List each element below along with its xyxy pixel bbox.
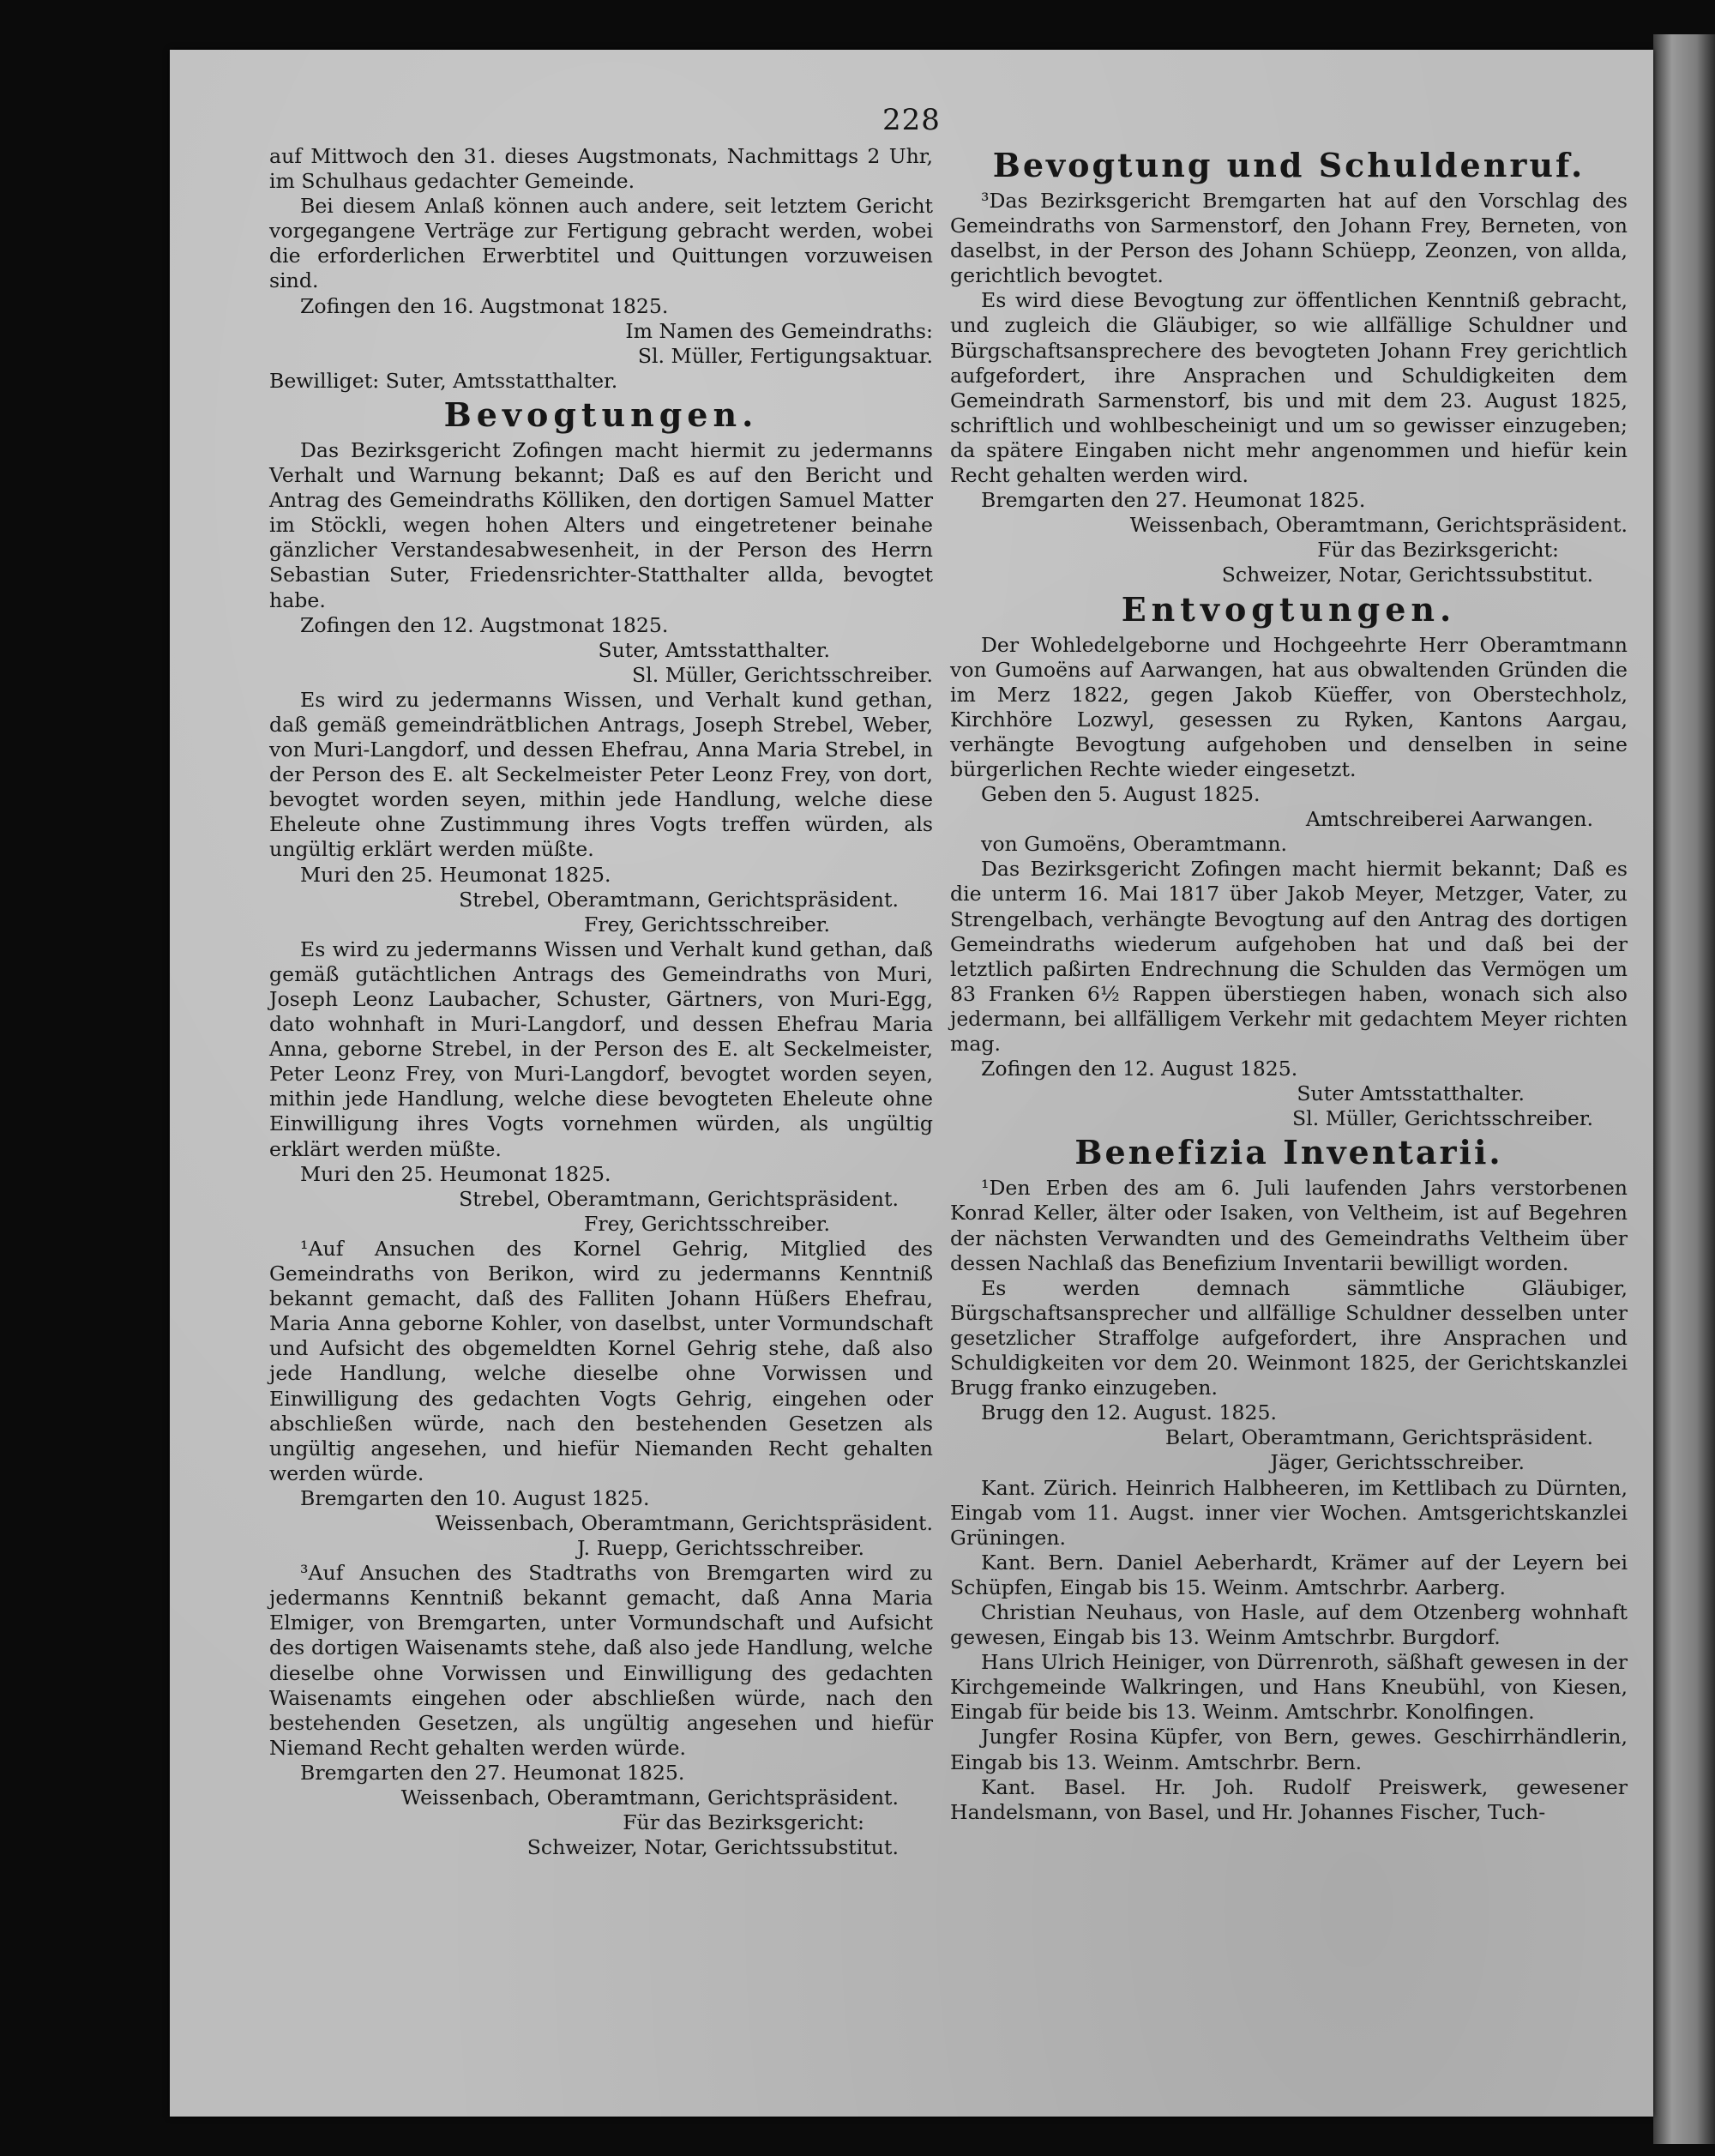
signature-line: Frey, Gerichtsschreiber.	[584, 912, 830, 936]
text-paragraph: Zofingen den 16. Augstmonat 1825.	[300, 293, 669, 318]
signature-line: Jäger, Gerichtsschreiber.	[1270, 1450, 1525, 1475]
signature-line: Weissenbach, Oberamtmann, Gerichtspräsident.	[435, 1510, 933, 1535]
section-heading: Entvogtungen.	[1121, 589, 1457, 629]
text-paragraph: Muri den 25. Heumonat 1825.	[300, 862, 611, 887]
signature-line: Schweizer, Notar, Gerichtssubstitut.	[527, 1835, 899, 1860]
signature-line: J. Ruepp, Gerichtsschreiber.	[577, 1536, 864, 1561]
text-paragraph: Jungfer Rosina Küpfer, von Bern, gewes. Geschirrhändlerin, Eingab bis 13. Weinm. Amtschrbr. Bern.	[950, 1725, 1628, 1774]
text-paragraph: Kant. Basel. Hr. Joh. Rudolf Preiswerk, gewesener Handelsmann, von Basel, und Hr. Johannes Fischer, Tuch-	[950, 1774, 1628, 1824]
text-paragraph: ¹Den Erben des am 6. Juli laufenden Jahrs verstorbenen Konrad Keller, älter oder Isaken, von Veltheim, ist auf Begehren der nächsten Verwandten und des Gemeindraths Veltheim über dessen Nachlaß das Benefizium Inventarii bewilligt worden.	[950, 1176, 1628, 1275]
book-spine-edge	[1653, 34, 1715, 2144]
signature-line: Sl. Müller, Gerichtsschreiber.	[1292, 1106, 1593, 1131]
signature-line: Weissenbach, Oberamtmann, Gerichtspräsident.	[400, 1786, 899, 1810]
text-paragraph: Zofingen den 12. August 1825.	[981, 1057, 1298, 1081]
signature-line: Suter Amtsstatthalter.	[1297, 1081, 1525, 1106]
text-paragraph: Christian Neuhaus, von Hasle, auf dem Otzenberg wohnhaft gewesen, Eingab bis 13. Weinm Amtschrbr. Burgdorf.	[950, 1599, 1628, 1650]
page-number: 228	[882, 103, 941, 137]
text-paragraph: Das Bezirksgericht Zofingen macht hiermit zu jedermanns Verhalt und Warnung bekannt; Daß es auf den Bericht und Antrag des Gemeindraths Kölliken, den dortigen Samuel Matter im Stöckli, wegen hohen Alters und eingetretener beinahe gänzlicher Verstandesabwesenheit, in der Person des Herrn Sebastian Suter, Friedensrichter-Statthalter allda, bevogtet habe.	[269, 437, 933, 612]
signature-line: Schweizer, Notar, Gerichtssubstitut.	[1221, 563, 1593, 587]
text-paragraph: Zofingen den 12. Augstmonat 1825.	[300, 612, 669, 637]
signature-line: Amtschreiberei Aarwangen.	[1305, 807, 1593, 832]
text-paragraph: Bremgarten den 27. Heumonat 1825.	[300, 1760, 685, 1785]
text-paragraph: ³Das Bezirksgericht Bremgarten hat auf den Vorschlag des Gemeindraths von Sarmenstorf, den Johann Frey, Berneten, von daselbst, in der Person des Johann Schüepp, Zeonzen, von allda, gerichtlich bevogtet.	[950, 189, 1628, 288]
section-heading: Benefizia Inventarii.	[1074, 1133, 1503, 1172]
signature-line: Sl. Müller, Fertigungsaktuar.	[637, 343, 933, 368]
text-paragraph: von Gumoëns, Oberamtmann.	[981, 832, 1288, 857]
signature-line: Sl. Müller, Gerichtsschreiber.	[632, 662, 933, 687]
signature-line: Im Namen des Gemeindraths:	[625, 318, 933, 343]
text-paragraph: Bremgarten den 27. Heumonat 1825.	[981, 488, 1366, 513]
text-paragraph: Muri den 25. Heumonat 1825.	[300, 1161, 611, 1186]
signature-line: Strebel, Oberamtmann, Gerichtspräsident.	[459, 1186, 899, 1211]
text-paragraph: Das Bezirksgericht Zofingen macht hiermit bekannt; Daß es die unterm 16. Mai 1817 über Jakob Meyer, Metzger, Vater, zu Strengelbach, verhängte Bevogtung auf den Antrag des dortigen Gemeindraths wiederum aufgehoben hat und daß bei der letztlich paßirten Endrechnung die Schulden das Vermögen um 83 Franken 6½ Rappen überstiegen haben, wonach sich also jedermann, bei allfälligem Verkehr mit gedachtem Meyer richten mag.	[950, 857, 1628, 1056]
text-paragraph: Bei diesem Anlaß können auch andere, seit letztem Gericht vorgegangene Verträge zur Fertigung gebracht werden, wobei die erforderlichen Erwerbtitel und Quittungen vorzuweisen sind.	[269, 194, 933, 293]
signature-line: Weissenbach, Oberamtmann, Gerichtspräsident.	[1129, 513, 1628, 538]
section-heading: Bevogtungen.	[443, 394, 759, 434]
text-paragraph: Es wird zu jedermanns Wissen und Verhalt kund gethan, daß gemäß gutächtlichen Antrags des Gemeindraths von Muri, Joseph Leonz Laubacher, Schuster, Gärtners, von Muri-Egg, dato wohnhaft in Muri-Langdorf, und dessen Ehefrau Maria Anna, geborne Strebel, in der Person des E. alt Seckelmeister, Peter Leonz Frey, von Muri-Langdorf, bevogtet worden seyen, mithin jede Handlung, welche diese bevogteten Eheleute ohne Einwilligung ihres Vogts vornehmen würden, als ungültig erklärt werden müßte.	[269, 936, 933, 1161]
text-paragraph: Brugg den 12. August. 1825.	[981, 1400, 1277, 1425]
text-paragraph: ³Auf Ansuchen des Stadtraths von Bremgarten wird zu jedermanns Kenntniß bekannt gemacht, daß Anna Maria Elmiger, von Bremgarten, unter Vormundschaft und Aufsicht des dortigen Waisenamts stehe, daß also jede Handlung, welche dieselbe ohne Vorwissen und Einwilligung des gedachten Waisenamts eingehen oder abschließen würde, nach den bestehenden Gesetzen, als ungültig angesehen und hiefür Niemand Recht gehalten werden würde.	[269, 1561, 933, 1760]
signature-line: Für das Bezirksgericht:	[1317, 538, 1559, 563]
signature-line: Strebel, Oberamtmann, Gerichtspräsident.	[459, 887, 899, 912]
text-paragraph: Der Wohledelgeborne und Hochgeehrte Herr Oberamtmann von Gumoëns auf Aarwangen, hat aus obwaltenden Gründen die im Merz 1822, gegen Jakob Küeffer, von Oberstechholz, Kirchhöre Lozwyl, gesessen zu Ryken, Kantons Aargau, verhängte Bevogtung aufgehoben und denselben in seine bürgerlichen Rechte wieder eingesetzt.	[950, 632, 1628, 781]
left-column	[269, 144, 933, 1860]
signature-line: Suter, Amtsstatthalter.	[598, 637, 830, 662]
text-paragraph: Bewilliget: Suter, Amtsstatthalter.	[269, 368, 618, 393]
text-paragraph: auf Mittwoch den 31. dieses Augstmonats, Nachmittags 2 Uhr, im Schulhaus gedachter Gemeinde.	[269, 144, 933, 194]
text-paragraph: Kant. Bern. Daniel Aeberhardt, Krämer auf der Leyern bei Schüpfen, Eingab bis 15. Weinm. Amtschrbr. Aarberg.	[950, 1550, 1628, 1599]
scanned-page	[170, 50, 1653, 2117]
text-paragraph: Hans Ulrich Heiniger, von Dürrenroth, säßhaft gewesen in der Kirchgemeinde Walkringen, und Hans Kneubühl, von Kiesen, Eingab für beide bis 13. Weinm. Amtschrbr. Konolfingen.	[950, 1650, 1628, 1725]
section-heading: Bevogtung und Schuldenruf.	[992, 146, 1586, 184]
text-paragraph: Es werden demnach sämmtliche Gläubiger, Bürgschaftsansprecher und allfällige Schuldner desselben unter gesetzlicher Straffolge aufgefordert, ihre Ansprachen und Schuldigkeiten vor dem 20. Weinmont 1825, der Gerichtskanzlei Brugg franko einzugeben.	[950, 1275, 1628, 1400]
text-paragraph: Kant. Zürich. Heinrich Halbheeren, im Kettlibach zu Dürnten, Eingab vom 11. Augst. inner vier Wochen. Amtsgerichtskanzlei Grüningen.	[950, 1475, 1628, 1550]
signature-line: Für das Bezirksgericht:	[623, 1810, 864, 1835]
signature-line: Frey, Gerichtsschreiber.	[584, 1211, 830, 1236]
text-paragraph: Es wird zu jedermanns Wissen, und Verhalt kund gethan, daß gemäß gemeindrätblichen Antrags, Joseph Strebel, Weber, von Muri-Langdorf, und dessen Ehefrau, Anna Maria Strebel, in der Person des E. alt Seckelmeister Peter Leonz Frey, von dort, bevogtet worden seyen, mithin jede Handlung, welche diese Eheleute ohne Zustimmung ihres Vogts treffen würden, als ungültig erklärt werden müßte.	[269, 687, 933, 862]
text-paragraph: Bremgarten den 10. August 1825.	[300, 1485, 650, 1510]
text-paragraph: ¹Auf Ansuchen des Kornel Gehrig, Mitglied des Gemeindraths von Berikon, wird zu jedermanns Kenntniß bekannt gemacht, daß des Falliten Johann Hüßers Ehefrau, Maria Anna geborne Kohler, von daselbst, unter Vormundschaft und Aufsicht des obgemeldten Kornel Gehrig stehe, daß also jede Handlung, welche dieselbe ohne Vorwissen und Einwilligung des gedachten Vogts Gehrig, eingehen oder abschließen würde, nach den bestehenden Gesetzen als ungültig angesehen, und hiefür Niemanden Recht gehalten werden würde.	[269, 1236, 933, 1485]
right-column	[950, 144, 1628, 1825]
text-paragraph: Geben den 5. August 1825.	[981, 782, 1261, 807]
text-paragraph: Es wird diese Bevogtung zur öffentlichen Kenntniß gebracht, und zugleich die Gläubiger, so wie allfällige Schuldner und Bürgschaftsansprechere des bevogteten Johann Frey gerichtlich aufgefordert, ihre Ansprachen und Schuldigkeiten dem Gemeindrath Sarmenstorf, bis und mit dem 23. August 1825, schriftlich und wohlbescheinigt und um so gewisser einzugeben; da spätere Eingaben nicht mehr angenommen und hiefür kein Recht gehalten werden wird.	[950, 288, 1628, 488]
signature-line: Belart, Oberamtmann, Gerichtspräsident.	[1164, 1425, 1593, 1450]
